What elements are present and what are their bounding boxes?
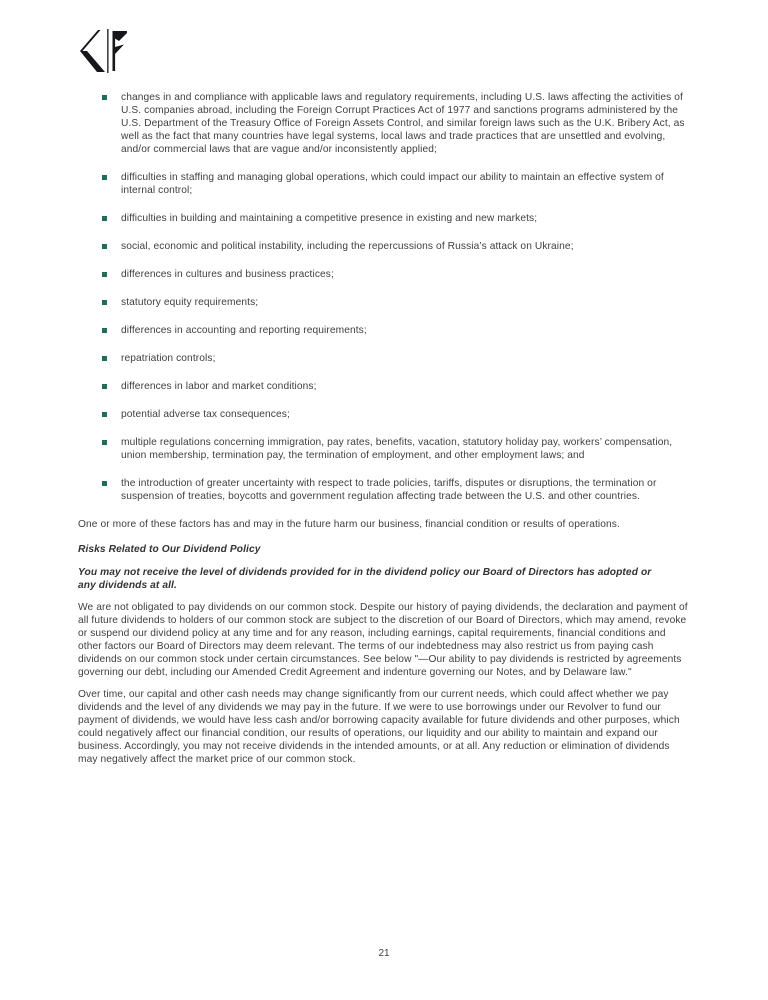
square-bullet-icon — [102, 481, 107, 486]
bullet-text: difficulties in building and maintaining a competitive presence in existing and new markets; — [121, 213, 538, 224]
page-content — [78, 91, 690, 775]
list-item — [78, 324, 690, 337]
bullet-text: repatriation controls; — [121, 353, 216, 364]
list-item — [78, 171, 690, 197]
square-bullet-icon — [102, 328, 107, 333]
paragraph-not-obligated: We are not obligated to pay dividends on our common stock. Despite our history of paying dividends, the declaration and payment of all future dividends to holders of our common stock are subject to the discretion of our Board of Directors, which may amend, revoke or suspend our dividend policy at any time and for any reason, including earnings, capital requirements, financial conditions and other factors our Board of Directors may deem relevant. The terms of our indebtedness may also restrict us from paying cash dividends on our common stock under certain circumstances. See below "—Our ability to pay dividends is restricted by agreements governing our debt, including our Amended Credit Agreement and indenture governing our Notes, and by Delaware law." — [78, 602, 688, 678]
page-number: 21 — [378, 948, 390, 959]
risk-factor-bullet-list — [78, 91, 690, 503]
square-bullet-icon — [102, 300, 107, 305]
bullet-text: the introduction of greater uncertainty with respect to trade policies, tariffs, disputes or disruptions, the termination or suspension of treaties, boycotts and government regulation affecting trade between the U.S. and other countries. — [121, 478, 657, 502]
kf-monogram-icon — [76, 29, 128, 73]
square-bullet-icon — [102, 216, 107, 221]
bullet-text: differences in accounting and reporting requirements; — [121, 325, 367, 336]
paragraph-factors-harm: One or more of these factors has and may in the future harm our business, financial condition or results of operations. — [78, 519, 620, 530]
bullet-text: statutory equity requirements; — [121, 297, 259, 308]
paragraph-over-time: Over time, our capital and other cash needs may change significantly from our current needs, which could affect whether we pay dividends and the level of any dividends we may pay in the future. If we were to use borrowings under our Revolver to fund our payment of dividends, we would have less cash and/or borrowing capacity available for future dividends and other purposes, which could negatively affect our financial condition, our results of operations, our liquidity and our ability to maintain and expand our business. Accordingly, you may not receive dividends in the intended amounts, or at all. Any reduction or elimination of dividends may negatively affect the market price of our common stock. — [78, 689, 680, 765]
square-bullet-icon — [102, 384, 107, 389]
list-item — [78, 296, 690, 309]
bullet-text: difficulties in staffing and managing global operations, which could impact our ability to maintain an effective system of internal control; — [121, 172, 664, 196]
bullet-text: potential adverse tax consequences; — [121, 409, 290, 420]
list-item — [78, 436, 690, 462]
square-bullet-icon — [102, 356, 107, 361]
subheading-dividend-risk: You may not receive the level of dividends provided for in the dividend policy our Board of Directors has adopted or any dividends at all. — [78, 567, 652, 591]
bullet-text: multiple regulations concerning immigration, pay rates, benefits, vacation, statutory holiday pay, workers’ compensation, union membership, termination pay, the termination of employment, and other employment laws; and — [121, 437, 673, 461]
square-bullet-icon — [102, 95, 107, 100]
list-item — [78, 91, 690, 156]
square-bullet-icon — [102, 440, 107, 445]
bullet-text: changes in and compliance with applicable laws and regulatory requirements, including U.S. laws affecting the activities of U.S. companies abroad, including the Foreign Corrupt Practices Act of 1977 and sanctions programs administered by the U.S. Department of the Treasury Office of Foreign Assets Control, and similar foreign laws such as the U.K. Bribery Act, as well as the fact that many countries have legal systems, local laws and trade practices that are unsettled and evolving, and/or commercial laws that are vague and/or inconsistently applied; — [121, 92, 685, 155]
list-item — [78, 268, 690, 281]
list-item — [78, 477, 690, 503]
square-bullet-icon — [102, 272, 107, 277]
list-item — [78, 240, 690, 253]
bullet-text: differences in labor and market conditions; — [121, 381, 317, 392]
korn-ferry-logo — [76, 29, 128, 73]
list-item — [78, 352, 690, 365]
list-item — [78, 408, 690, 421]
list-item — [78, 380, 690, 393]
square-bullet-icon — [102, 175, 107, 180]
section-heading-dividend-policy: Risks Related to Our Dividend Policy — [78, 544, 261, 555]
square-bullet-icon — [102, 412, 107, 417]
square-bullet-icon — [102, 244, 107, 249]
list-item — [78, 212, 690, 225]
bullet-text: social, economic and political instability, including the repercussions of Russia’s attack on Ukraine; — [121, 241, 574, 252]
bullet-text: differences in cultures and business practices; — [121, 269, 334, 280]
